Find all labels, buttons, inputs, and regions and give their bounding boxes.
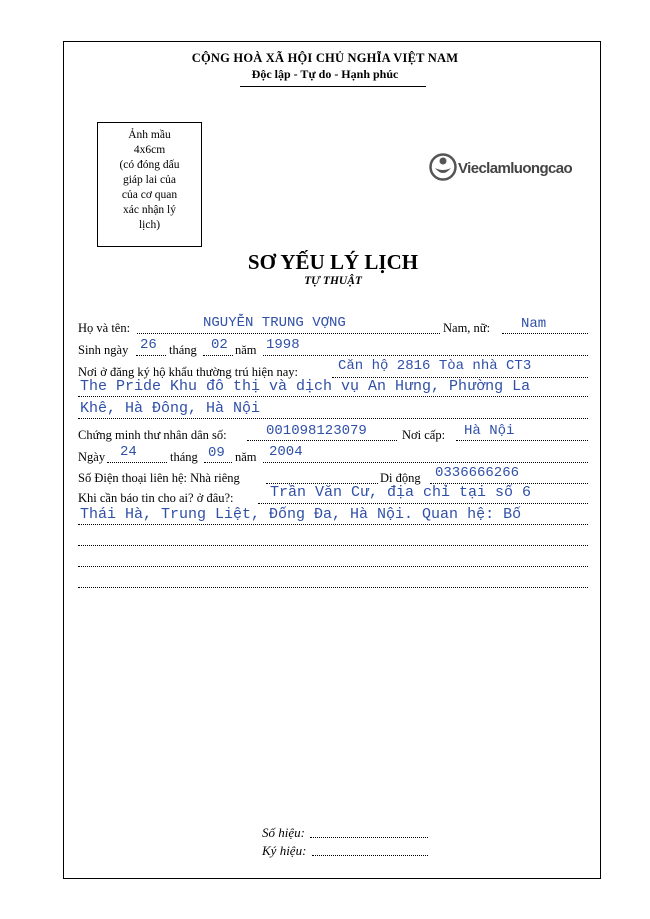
contact-dots-1 xyxy=(258,503,588,504)
residence-value-line3: Khê, Hà Đông, Hà Nội xyxy=(80,400,261,417)
photo-box xyxy=(97,122,202,247)
birth-day-label: Sinh ngày xyxy=(78,343,129,357)
residence-label: Nơi ở đăng ký hộ khẩu thường trú hiện nay: xyxy=(78,365,298,379)
photo-box-line: lịch) xyxy=(138,219,161,231)
photo-box-line: xác nhận lý xyxy=(122,204,176,216)
id-label: Chứng minh thư nhân dân số: xyxy=(78,428,227,442)
mobile-value: 0336666266 xyxy=(435,465,520,481)
gender-label: Nam, nữ: xyxy=(443,321,491,335)
republic-heading: CỘNG HOÀ XÃ HỘI CHỦ NGHĨA VIỆT NAM xyxy=(191,51,459,65)
birth-year-dots xyxy=(263,355,588,356)
residence-dots-3 xyxy=(78,418,588,419)
mobile-label: Di động xyxy=(380,471,421,485)
birth-day-value: 26 xyxy=(140,337,157,353)
issue-place-dots xyxy=(456,440,588,441)
issue-day-dots xyxy=(107,462,167,463)
document-title: SƠ YẾU LÝ LỊCH xyxy=(247,250,419,274)
issue-place-label: Nơi cấp: xyxy=(402,428,446,442)
contact-dots-2 xyxy=(78,524,588,525)
issue-year-value: 2004 xyxy=(269,444,303,460)
contact-label: Khi cần báo tin cho ai? ở đâu?: xyxy=(78,491,234,505)
issue-month-label: tháng xyxy=(170,450,198,464)
birth-day-dots xyxy=(136,355,166,356)
residence-value-line1: Căn hộ 2816 Tòa nhà CT3 xyxy=(338,358,532,374)
residence-dots-2 xyxy=(78,396,588,397)
photo-box-line: 4x6cm xyxy=(133,144,166,156)
logo-text: Vieclamluongcao xyxy=(458,160,573,177)
contact-value-line2: Thái Hà, Trung Liệt, Đống Đa, Hà Nội. Quan hệ: Bố xyxy=(80,506,522,523)
phone-label: Số Điện thoại liên hệ: Nhà riêng xyxy=(78,471,240,485)
name-value: NGUYỄN TRUNG VỢNG xyxy=(203,315,346,331)
residence-value-line2: The Pride Khu đô thị và dịch vụ An Hưng, Phường La xyxy=(80,378,531,395)
photo-box-line: của cơ quan xyxy=(121,189,178,201)
birth-month-label: tháng xyxy=(169,343,197,357)
blank-line xyxy=(78,545,588,546)
contact-value-line1: Trần Văn Cư, địa chỉ tại số 6 xyxy=(270,484,532,501)
blank-line xyxy=(78,587,588,588)
brand-logo xyxy=(429,150,574,184)
logo-icon xyxy=(429,150,457,184)
file-number-label: Số hiệu: xyxy=(262,825,305,840)
name-dots xyxy=(137,333,440,334)
motto-heading: Độc lập - Tự do - Hạnh phúc xyxy=(251,67,399,81)
issue-day-value: 24 xyxy=(120,444,137,460)
photo-box-line: giáp lai của xyxy=(122,174,176,186)
birth-month-value: 02 xyxy=(211,337,228,353)
motto-underline xyxy=(240,86,426,87)
issue-month-value: 09 xyxy=(208,445,225,461)
symbol-dots xyxy=(312,855,428,856)
id-value: 001098123079 xyxy=(266,423,367,439)
issue-year-dots xyxy=(263,462,588,463)
issue-year-label: năm xyxy=(235,450,257,464)
birth-month-dots xyxy=(203,355,233,356)
birth-year-label: năm xyxy=(235,343,257,357)
gender-dots xyxy=(502,333,588,334)
issue-month-dots xyxy=(204,462,232,463)
file-number-dots xyxy=(310,837,428,838)
issue-place-value: Hà Nội xyxy=(464,423,515,439)
gender-value: Nam xyxy=(521,316,547,332)
blank-line xyxy=(78,566,588,567)
photo-box-line: Ảnh mầu xyxy=(128,129,171,141)
name-label: Họ và tên: xyxy=(78,321,131,335)
id-dots xyxy=(247,440,397,441)
document-subtitle: TỰ THUẬT xyxy=(304,275,362,287)
photo-box-line: (có đóng dấu xyxy=(119,159,180,171)
birth-year-value: 1998 xyxy=(266,337,300,353)
symbol-label: Ký hiệu: xyxy=(262,843,307,858)
issue-day-label: Ngày xyxy=(78,450,106,464)
